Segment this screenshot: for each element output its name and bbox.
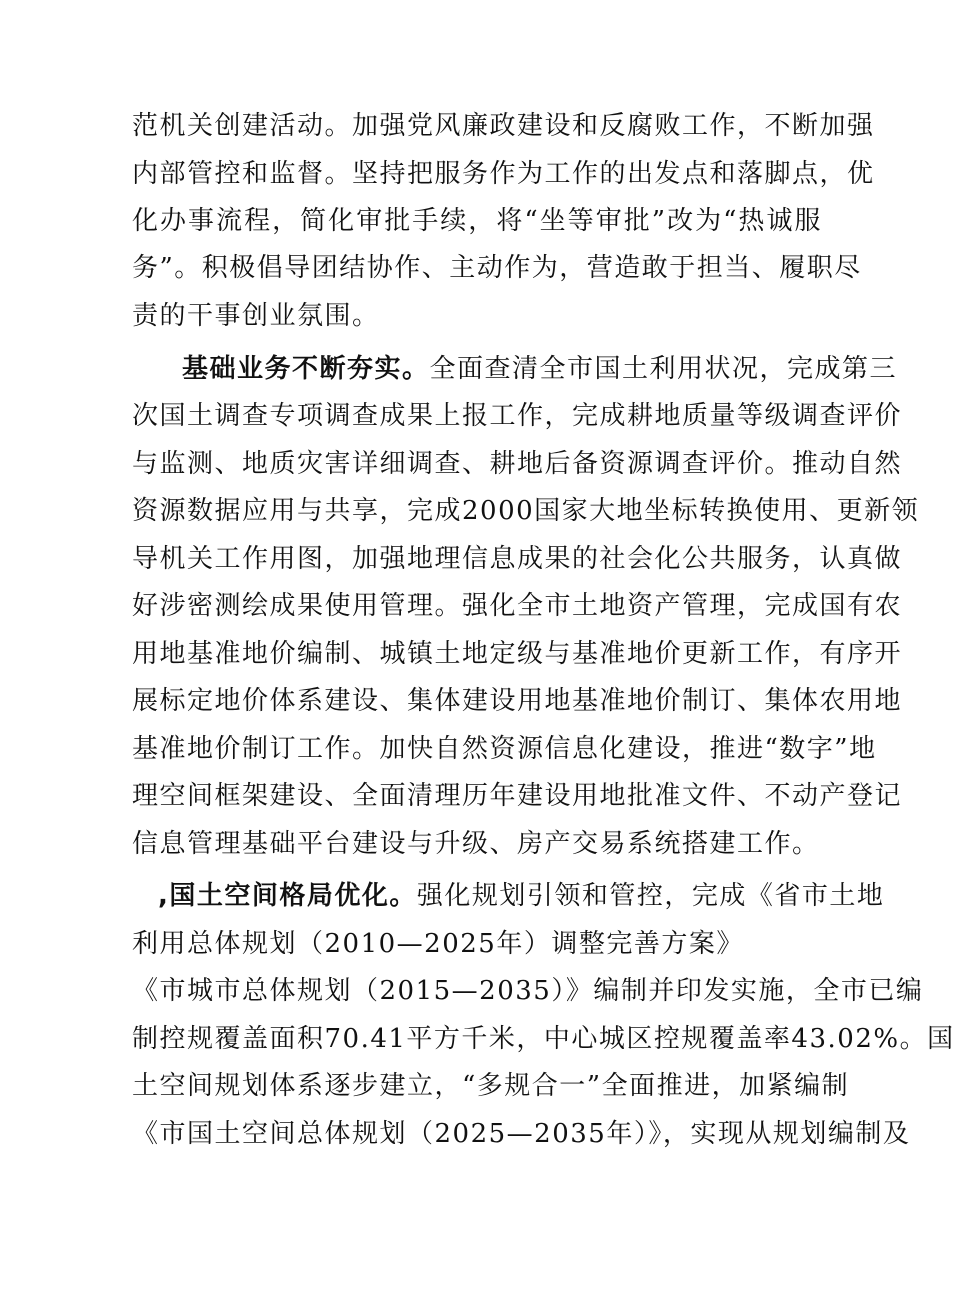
paragraph-text: 强化规划引领和管控，完成《省市土地: [416, 881, 885, 911]
text-line: 化办事流程，简化审批手续，将“坐等审批”改为“热诚服: [132, 206, 822, 236]
text-line: 展标定地价体系建设、集体建设用地基准地价制订、集体农用地: [132, 686, 903, 716]
text-line: 基准地价制订工作。加快自然资源信息化建设，推进“数字”地: [132, 734, 877, 764]
text-line: 理空间框架建设、全面清理历年建设用地批准文件、不动产登记: [132, 781, 903, 811]
text-line: 用地基准地价编制、城镇土地定级与基准地价更新工作，有序开: [132, 639, 903, 669]
text-line: 务”。积极倡导团结协作、主动作为，营造敢于担当、履职尽: [132, 253, 862, 283]
text-line: 制控规覆盖面积70.41平方千米，中心城区控规覆盖率43.02%。国: [132, 1024, 955, 1054]
paragraph-heading: ,国土空间格局优化。: [158, 881, 417, 911]
paragraph-text: 全面查清全市国土利用状况，完成第三: [429, 354, 898, 384]
paragraph-heading: 基础业务不断夯实。: [182, 354, 430, 384]
text-line: 内部管控和监督。坚持把服务作为工作的出发点和落脚点，优: [132, 159, 875, 189]
text-line: 《市城市总体规划（2015—2035）》编制并印发实施，全市已编: [132, 976, 924, 1006]
paragraph-first-line: [158, 876, 885, 916]
text-line: 责的干事创业氛围。: [132, 301, 380, 331]
text-line: 利用总体规划（2010—2025年）调整完善方案》: [132, 929, 744, 959]
text-line: 范机关创建活动。加强党风廉政建设和反腐败工作，不断加强: [132, 111, 875, 141]
text-line: 信息管理基础平台建设与升级、房产交易系统搭建工作。: [132, 829, 820, 859]
text-line: 好涉密测绘成果使用管理。强化全市土地资产管理，完成国有农: [132, 591, 903, 621]
text-line: 导机关工作用图，加强地理信息成果的社会化公共服务，认真做: [132, 544, 903, 574]
text-line: 《市国土空间总体规划（2025—2035年）》，实现从规划编制及: [132, 1119, 911, 1149]
paragraph-first-line: [182, 349, 898, 389]
text-line: 资源数据应用与共享，完成2000国家大地坐标转换使用、更新领: [132, 496, 920, 526]
text-line: 土空间规划体系逐步建立，“多规合一”全面推进，加紧编制: [132, 1071, 850, 1101]
text-line: 次国土调查专项调查成果上报工作，完成耕地质量等级调查评价: [132, 401, 903, 431]
text-line: 与监测、地质灾害详细调查、耕地后备资源调查评价。推动自然: [132, 449, 903, 479]
